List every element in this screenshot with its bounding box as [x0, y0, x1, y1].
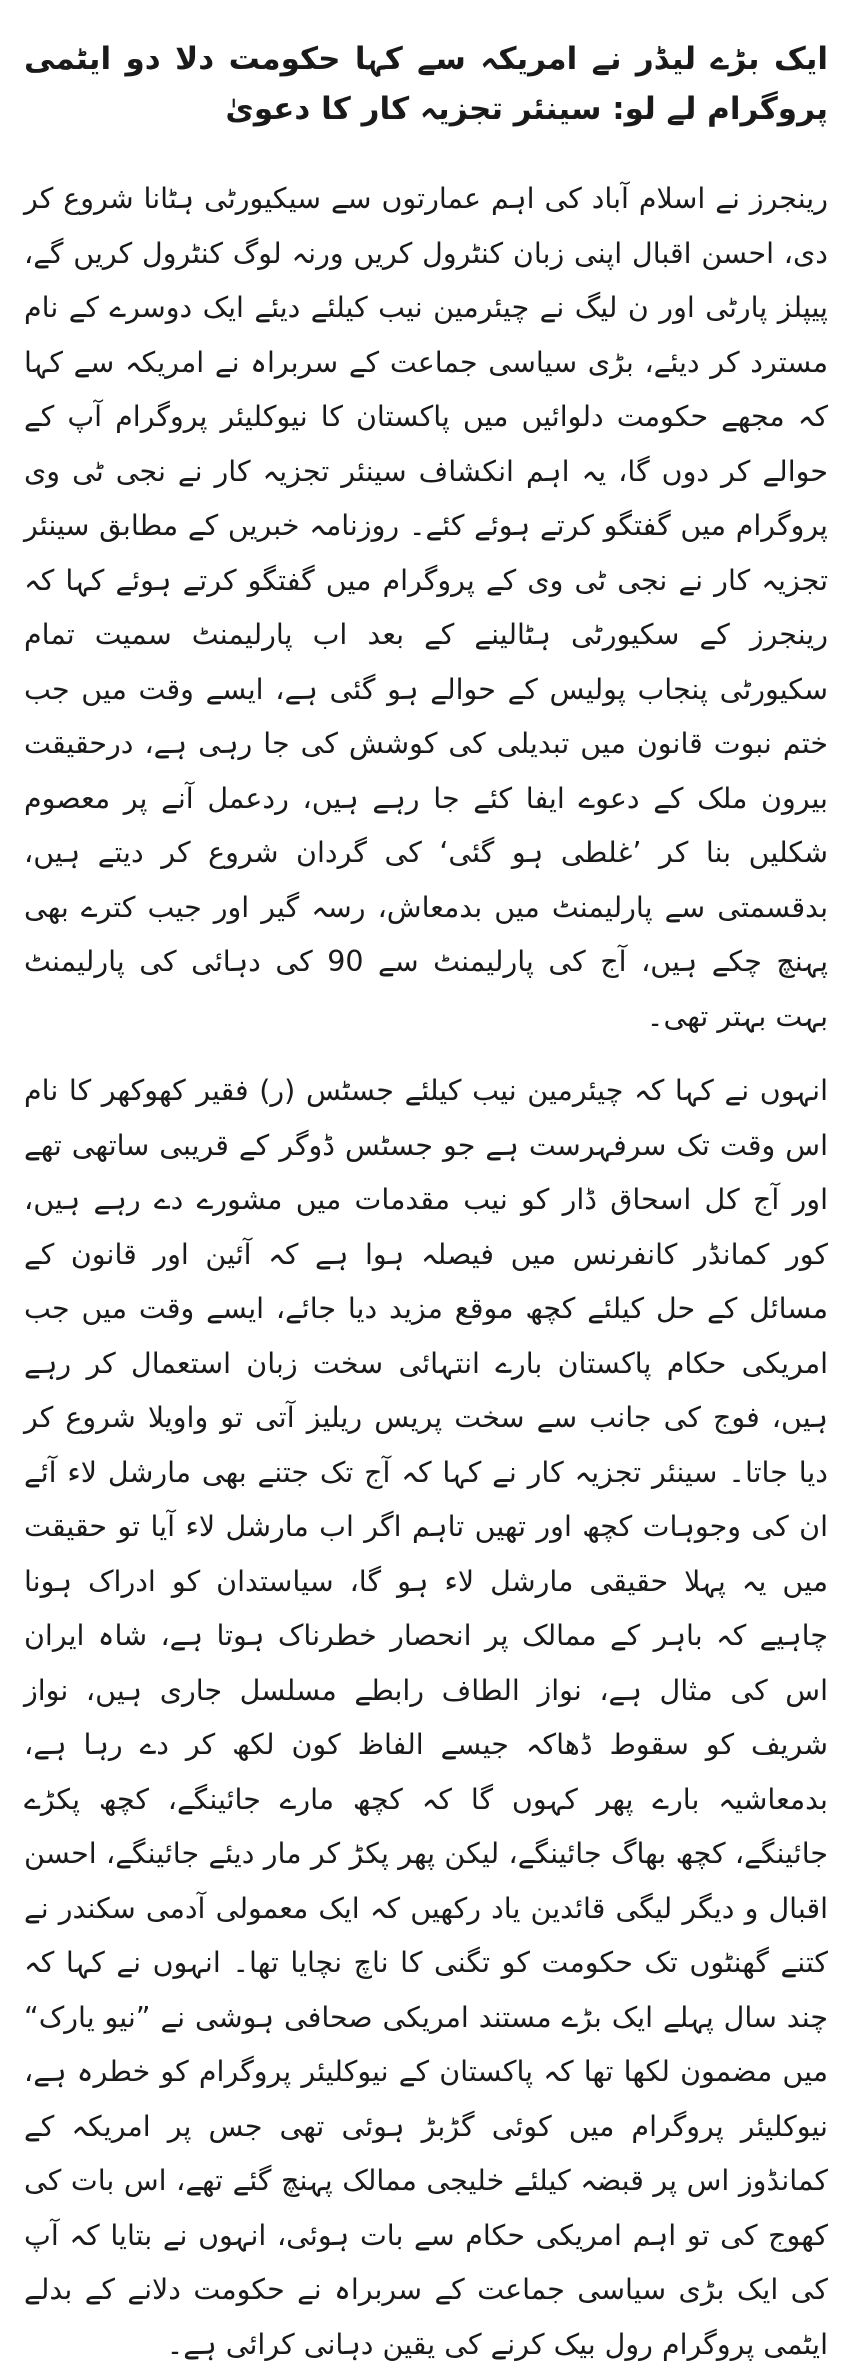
article-headline: ایک بڑے لیڈر نے امریکہ سے کہا حکومت دلا دو ایٹمی پروگرام لے لو: سینئر تجزیہ کار کا دعویٰ [24, 41, 828, 127]
article-paragraph-2: انہوں نے کہا کہ چیئرمین نیب کیلئے جسٹس (ر) فقیر کھوکھر کا نام اس وقت تک سرفہرست ہے جو جسٹس ڈوگر کے قریبی ساتھی تھے اور آج کل اسحاق ڈار کو نیب مقدمات میں مشورے دے رہے ہیں، کور کمانڈر کانفرنس میں فیصلہ ہوا ہے کہ آئین اور قانون کے مسائل کے حل کیلئے کچھ موقع مزید دیا جائے، ایسے وقت میں جب امریکی حکام پاکستان بارے انتہائی سخت زبان استعمال کر رہے ہیں، فوج کی جانب سے سخت پریس ریلیز آتی تو واویلا شروع کر دیا جاتا۔ سینئر تجزیہ کار نے کہا کہ آج تک جتنے بھی مارشل لاء آئے ان کی وجوہات کچھ اور تھیں تاہم اگر اب مارشل لاء آیا تو حقیقت میں یہ پہلا حقیقی مارشل لاء ہو گا، سیاستدان کو ادراک ہونا چاہیے کہ باہر کے ممالک پر انحصار خطرناک ہوتا ہے، شاہ ایران اس کی مثال ہے، نواز الطاف رابطے مسلسل جاری ہیں، نواز شریف کو سقوط ڈھاکہ جیسے الفاظ کون لکھ کر دے رہا ہے، بدمعاشیہ بارے پھر کہوں گا کہ کچھ مارے جائینگے، کچھ پکڑے جائینگے، کچھ بھاگ جائینگے، لیکن پھر پکڑ کر مار دیئے جائینگے، احسن اقبال و دیگر لیگی قائدین یاد رکھیں کہ ایک معمولی آدمی سکندر نے کتنے گھنٹوں تک حکومت کو تگنی کا ناچ نچایا تھا۔ انہوں نے کہا کہ چند سال پہلے ایک بڑے مستند امریکی صحافی ہوشی نے ”نیو یارک“ میں مضمون لکھا تھا کہ پاکستان کے نیوکلیئر پروگرام کو خطرہ ہے، نیوکلیئر پروگرام میں کوئی گڑبڑ ہوئی تھی جس پر امریکہ کے کمانڈوز اس پر قبضہ کیلئے خلیجی ممالک پہنچ گئے تھے، اس بات کی کھوج کی تو اہم امریکی حکام سے بات ہوئی، انہوں نے بتایا کہ آپ کی ایک بڑی سیاسی جماعت کے سربراہ نے حکومت دلانے کے بدلے ایٹمی پروگرام رول بیک کرنے کی یقین دہانی کرائی ہے۔ [24, 1074, 828, 2361]
article-paragraph-1: رینجرز نے اسلام آباد کی اہم عمارتوں سے سیکیورٹی ہٹانا شروع کر دی، احسن اقبال اپنی زبان کنٹرول کریں ورنہ لوگ کنٹرول کریں گے، پیپلز پارٹی اور ن لیگ نے چیئرمین نیب کیلئے دیئے ایک دوسرے کے نام مسترد کر دیئے، بڑی سیاسی جماعت کے سربراہ نے امریکہ سے کہا کہ مجھے حکومت دلوائیں میں پاکستان کا نیوکلیئر پروگرام آپ کے حوالے کر دوں گا، یہ اہم انکشاف سینئر تجزیہ کار نے نجی ٹی وی پروگرام میں گفتگو کرتے ہوئے کئے۔ روزنامہ خبریں کے مطابق سینئر تجزیہ کار نے نجی ٹی وی کے پروگرام میں گفتگو کرتے ہوئے کہا کہ رینجرز کے سکیورٹی ہٹالینے کے بعد اب پارلیمنٹ سمیت تمام سکیورٹی پنجاب پولیس کے حوالے ہو گئی ہے، ایسے وقت میں جب ختم نبوت قانون میں تبدیلی کی کوشش کی جا رہی ہے، درحقیقت بیرون ملک کے دعوے ایفا کئے جا رہے ہیں، ردعمل آنے پر معصوم شکلیں بنا کر ’غلطی ہو گئی‘ کی گردان شروع کر دیتے ہیں، بدقسمتی سے پارلیمنٹ میں بدمعاش، رسہ گیر اور جیب کترے بھی پہنچ چکے ہیں، آج کی پارلیمنٹ سے 90 کی دہائی کی پارلیمنٹ بہت بہتر تھی۔ [24, 182, 828, 1033]
